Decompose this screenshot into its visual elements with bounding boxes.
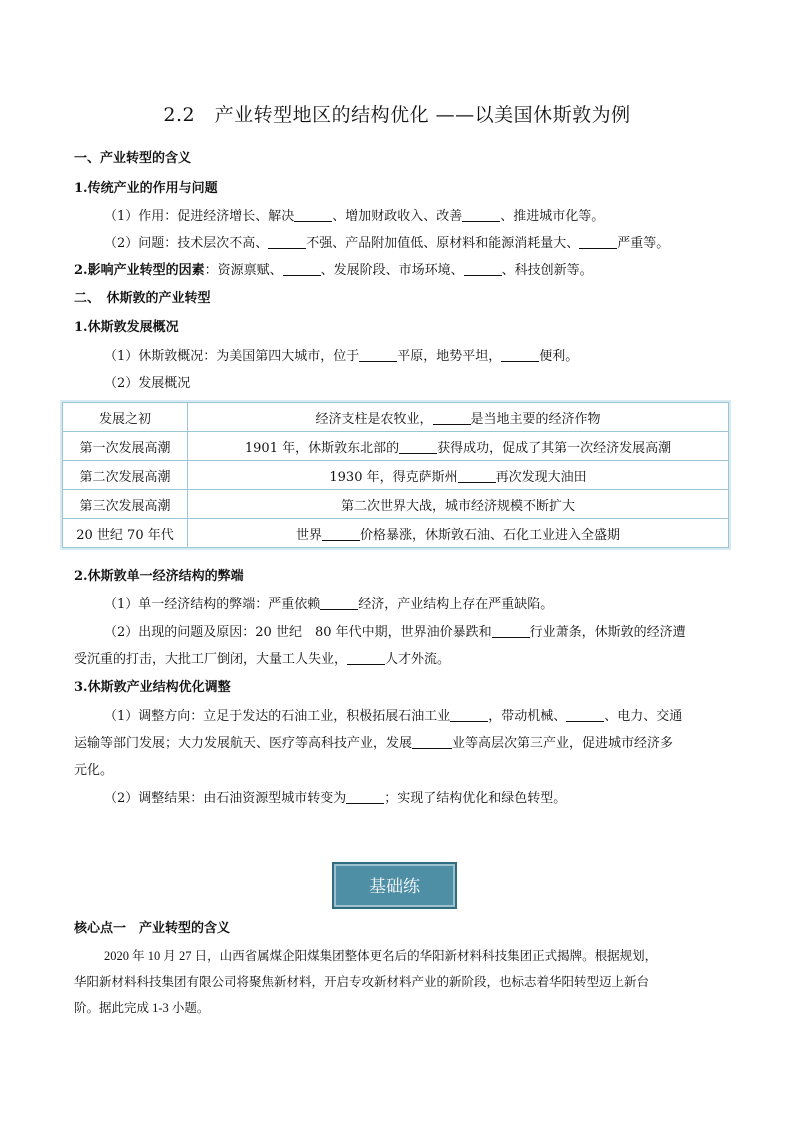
section-heading-2: 二、 休斯敦的产业转型 bbox=[74, 291, 211, 306]
fill-blank[interactable] bbox=[322, 527, 360, 541]
stage-cell: 第三次发展高潮 bbox=[63, 490, 188, 519]
line-drawbacks: （1）单一经济结构的弊端：严重依赖 经济，产业结构上存在严重缺陷。 bbox=[104, 597, 554, 612]
fill-blank[interactable] bbox=[359, 348, 397, 362]
fill-blank[interactable] bbox=[320, 596, 358, 610]
fill-blank[interactable] bbox=[346, 790, 384, 804]
stage-cell: 20 世纪 70 年代 bbox=[63, 519, 188, 548]
subheading-single-structure: 2.休斯敦单一经济结构的弊端 bbox=[74, 569, 244, 584]
line-direction-cont: 运输等部门发展；大力发展航天、医疗等高科技产业，发展 业等高层次第三产业，促进城市经济多 bbox=[74, 736, 674, 751]
line-problems-causes-cont: 受沉重的打击，大批工厂倒闭，大量工人失业， 人才外流。 bbox=[74, 652, 451, 667]
fill-blank[interactable] bbox=[399, 440, 437, 454]
line-direction: （1）调整方向：立足于发达的石油工业，积极拓展石油工业 ，带动机械、 、电力、交通 bbox=[104, 709, 683, 724]
fill-blank[interactable] bbox=[579, 235, 617, 249]
line-result: （2）调整结果：由石油资源型城市转变为 ；实现了结构优化和绿色转型。 bbox=[104, 791, 567, 806]
description-cell: 第二次世界大战，城市经济规模不断扩大 bbox=[188, 490, 729, 519]
stage-cell: 第二次发展高潮 bbox=[63, 461, 188, 490]
table-row bbox=[63, 403, 729, 432]
passage-line-2: 华阳新材料科技集团有限公司将聚焦新材料，开启专攻新材料产业的新阶段，也标志着华阳转型迈上新台 bbox=[74, 975, 650, 989]
fill-blank[interactable] bbox=[492, 624, 530, 638]
fill-blank[interactable] bbox=[268, 235, 306, 249]
stage-cell: 发展之初 bbox=[63, 403, 188, 432]
fill-blank[interactable] bbox=[501, 348, 539, 362]
passage-line-1: 2020 年 10 月 27 日，山西省属煤企阳煤集团整体更名后的华阳新材料科技集团正式揭牌。根据规划， bbox=[104, 949, 658, 963]
section-heading-1: 一、产业转型的含义 bbox=[74, 151, 192, 166]
line-direction-end: 元化。 bbox=[74, 763, 114, 778]
fill-blank[interactable] bbox=[433, 411, 471, 425]
core-point-heading: 核心点一 产业转型的含义 bbox=[74, 921, 231, 936]
fill-blank[interactable] bbox=[566, 708, 604, 722]
fill-blank[interactable] bbox=[294, 208, 332, 222]
passage-line-3: 阶。据此完成 1-3 小题。 bbox=[74, 1001, 210, 1015]
subheading-traditional-industry: 1.传统产业的作用与问题 bbox=[74, 181, 218, 196]
line-houston-overview: （1）休斯敦概况：为美国第四大城市，位于 平原，地势平坦， 便利。 bbox=[104, 349, 579, 364]
line-problems-causes: （2）出现的问题及原因：20 世纪 80 年代中期，世界油价暴跌和 行业萧条，休斯敦的经济遭 bbox=[104, 625, 686, 640]
fill-blank[interactable] bbox=[458, 469, 496, 483]
line-problems: （2）问题：技术层次不高、 不强、产品附加值低、原材料和能源消耗量大、 严重等。 bbox=[104, 236, 670, 251]
fill-blank[interactable] bbox=[462, 208, 500, 222]
subheading-houston-overview: 1.休斯敦发展概况 bbox=[74, 320, 179, 335]
fill-blank[interactable] bbox=[450, 708, 488, 722]
fill-blank[interactable] bbox=[347, 651, 385, 665]
table-row bbox=[63, 490, 729, 519]
description-cell: 经济支柱是农牧业， 是当地主要的经济作物 bbox=[188, 403, 729, 432]
stage-cell: 第一次发展高潮 bbox=[63, 432, 188, 461]
line-factors: 2.影响产业转型的因素：资源禀赋、 、发展阶段、市场环境、 、科技创新等。 bbox=[74, 263, 593, 278]
table-row bbox=[63, 432, 729, 461]
line-development: （2）发展概况 bbox=[104, 376, 191, 391]
description-cell: 世界 价格暴涨，休斯敦石油、石化工业进入全盛期 bbox=[188, 519, 729, 548]
development-table bbox=[62, 402, 729, 548]
subheading-optimization: 3.休斯敦产业结构优化调整 bbox=[74, 680, 231, 695]
description-cell: 1901 年，休斯敦东北部的 获得成功，促成了其第一次经济发展高潮 bbox=[188, 432, 729, 461]
page-title: 2.2 产业转型地区的结构优化 ——以美国休斯敦为例 bbox=[163, 104, 631, 126]
fill-blank[interactable] bbox=[412, 735, 452, 749]
basic-practice-banner: 基础练 bbox=[332, 862, 457, 909]
table-row bbox=[63, 461, 729, 490]
line-role: （1）作用：促进经济增长、解决 、增加财政收入、改善 、推进城市化等。 bbox=[104, 209, 605, 224]
fill-blank[interactable] bbox=[464, 262, 502, 276]
table-row bbox=[63, 519, 729, 548]
fill-blank[interactable] bbox=[283, 262, 321, 276]
description-cell: 1930 年，得克萨斯州 再次发现大油田 bbox=[188, 461, 729, 490]
